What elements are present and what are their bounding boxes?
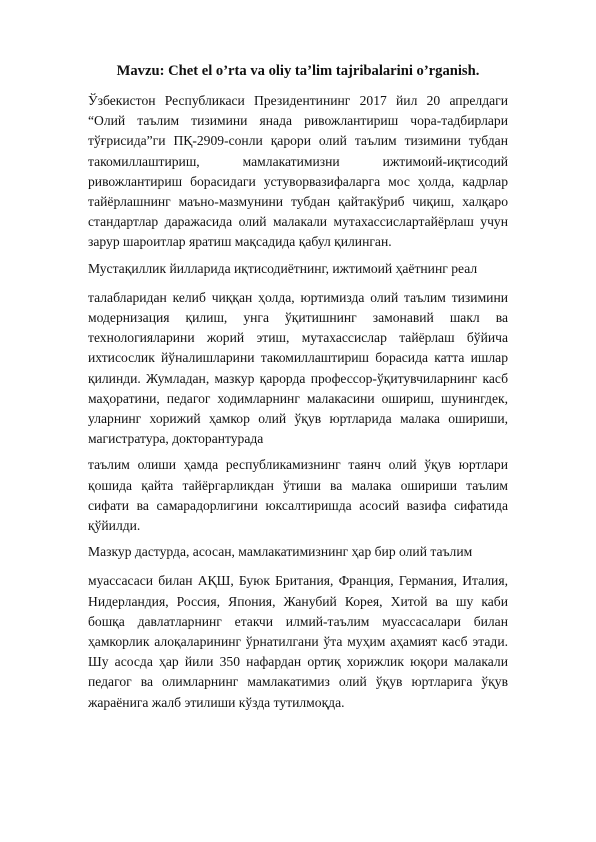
paragraph-decree: Ўзбекистон Республикаси Президентининг 2017 йил 20 апрелдаги “Олий таълим тизимини янада ривожлантириш чора-тадбирлари тўғрисида”ги ПҚ-2909-сонли қарори олий таълим тизимини тубдан такомиллаштириш, мамлакатимизни ижтимоий-иқтисодий ривожлантириш борасидаги устуворвазифаларга мос ҳолда, кадрлар тайёрлашнинг маъно-мазмунини тубдан қайтакўриб чиқиш, халқаро стандартлар даражасида олий малакали мутахассислартайёрлаш учун зарур шароитлар яратиш мақсадида қабул қилинган. [88, 93, 508, 250]
paragraph-independence-intro: Мустақиллик йилларида иқтисодиётнинг, ижтимоий ҳаётнинг реал [88, 260, 478, 276]
paragraph-international-cooperation: муассасаси билан АҚШ, Буюк Британия, Франция, Германия, Италия, Нидерландия, Россия, Япония, Жанубий Корея, Хитой ва шу каби бошқа давлатларнинг етакчи илмий-таълим муассасалари билан ҳамкорлик алоқаларининг ўрнатилгани ўта муҳим аҳамият касб этади. Шу асосда ҳар йили 350 нафардан ортиқ хорижлик юқори малакали педагог ва олимларнинг мамлакатимиз олий ўқув юртларига ўқув жараёнига жалб этилиши кўзда тутилмоқда. [88, 573, 508, 710]
paragraph-program-intro: Мазкур дастурда, асосан, мамлакатимизнинг ҳар бир олий таълим [88, 544, 473, 560]
paragraph-modernization: талабларидан келиб чиққан ҳолда, юртимизда олий таълим тизимини модернизация қилиш, унга ўқитишнинг замонавий шакл ва технологияларини жорий этиш, мутахассислар тайёрлаш бўйича ихтисослик йўналишларини такомиллаштириш борасида катта ишлар қилинди. Жумладан, мазкур қарорда профессор-ўқитувчиларнинг касб маҳоратини, педагог ходимларнинг малакасини ошириш, шунингдек, уларнинг хорижий ҳамкор олий ўқув юртларида малака ошириши, магистратура, докторантурада [88, 289, 508, 447]
paragraph-education-quality: таълим олиши ҳамда республикамизнинг таянч олий ўқув юртлари қошида қайта тайёргарликдан ўтиши ва малака ошириши таълим сифати ва самарадорлигини юксалтиришда асосий вазифа сифатида қўйилди. [88, 457, 508, 534]
document-page [88, 62, 508, 719]
document-title: Mavzu: Chet el o’rta va oliy ta’lim tajribalarini o’rganish. [116, 63, 480, 79]
